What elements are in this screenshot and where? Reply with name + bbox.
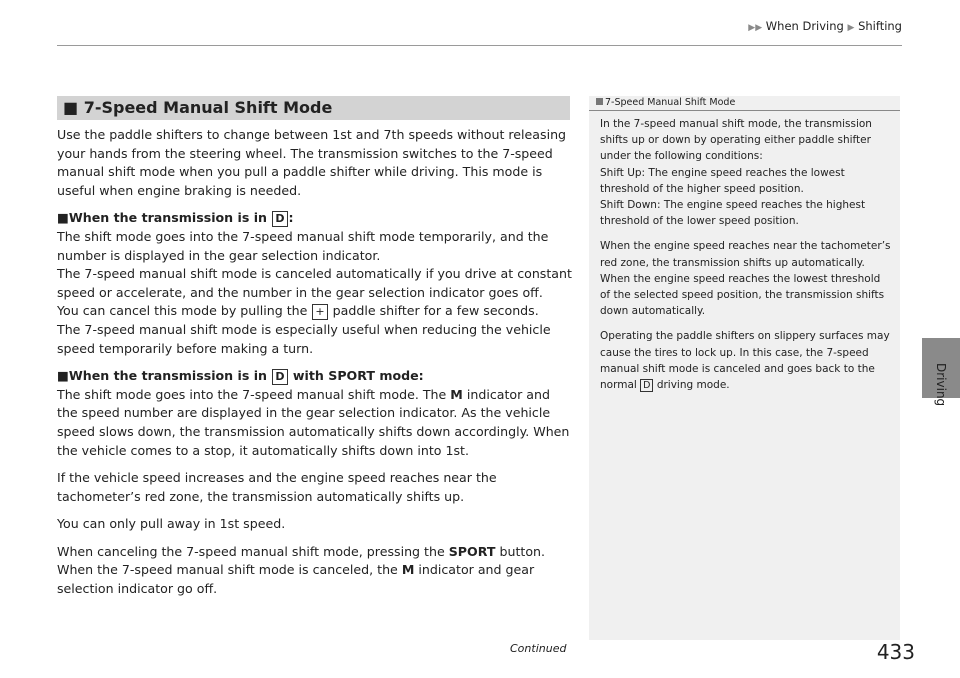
chapter-label-wrap [926, 363, 956, 423]
chapter-label: Driving [934, 363, 948, 407]
header-divider [57, 45, 902, 46]
paragraph [57, 302, 572, 321]
breadcrumb [748, 19, 902, 33]
main-content [57, 126, 572, 599]
reference-icon [596, 98, 603, 105]
continued-label: Continued [510, 642, 567, 655]
side-paragraph [600, 328, 892, 393]
text: paddle shifter for a few seconds. [332, 303, 539, 319]
side-paragraph: In the 7-speed manual shift mode, the transmission shifts up or down by operating either paddle shifter under the following conditions: [600, 118, 872, 163]
d-key-icon: D [272, 211, 287, 227]
d-key-icon: D [640, 379, 653, 392]
intro-paragraph: Use the paddle shifters to change between 1st and 7th speeds without releasing your hands from the steering wheel. The transmission switches to the 7-speed manual shift mode when you pull a paddle shifter while driving. This mode is useful when engine braking is needed. [57, 127, 567, 198]
side-note-title [596, 97, 735, 108]
text: Operating the paddle shifters on slippery surfaces may cause the tires to lock up. In this case, the 7-speed manual shift mode is canceled and goes back to the normal [600, 330, 890, 392]
section-title: 7-Speed Manual Shift Mode [83, 98, 333, 117]
text: button. When the 7-speed manual shift mode is canceled, the [57, 543, 546, 578]
side-paragraph: When the engine speed reaches the lowest threshold of the selected speed position, the transmission shifts down automatically. [600, 272, 885, 318]
subheading-text: When the transmission is in [68, 368, 267, 384]
m-indicator-text: M [450, 386, 463, 402]
paragraph [57, 386, 572, 460]
text: indicator and the speed number are displayed in the gear selection indicator. As the vehicle speed slows down, the transmission automatically shifts down accordingly. When the vehicle comes to a stop, it automatically shifts down into 1st. [57, 386, 570, 458]
breadcrumb-item-2[interactable]: Shifting [858, 19, 902, 33]
breadcrumb-arrow-icon: ▶▶ [748, 23, 763, 33]
page-number: 433 [876, 640, 915, 664]
breadcrumb-item-1[interactable]: When Driving [765, 19, 844, 33]
m-indicator-text: M [401, 562, 415, 578]
side-note-body [600, 116, 892, 393]
paragraph: The shift mode goes into the 7-speed manual shift mode temporarily, and the number is displayed in the gear selection indicator. [57, 228, 549, 263]
d-key-icon: D [272, 369, 287, 385]
side-paragraph: Shift Up: The engine speed reaches the lowest threshold of the higher speed position. [600, 166, 845, 195]
subheading-text: with SPORT mode: [292, 368, 424, 384]
plus-key-icon: + [312, 304, 327, 320]
side-note-title-text: 7-Speed Manual Shift Mode [605, 97, 736, 108]
text: When canceling the 7-speed manual shift mode, pressing the [57, 543, 445, 559]
text: indicator and gear selection indicator go off. [57, 562, 535, 597]
side-note-divider [589, 110, 900, 111]
section-heading [57, 96, 570, 120]
paragraph [57, 543, 572, 599]
subheading-d-sport: ■When the transmission is in D with SPORT mode: [57, 368, 424, 384]
paragraph: You can only pull away in 1st speed. [57, 516, 286, 532]
breadcrumb-arrow-icon: ▶ [847, 23, 855, 33]
subheading-text: When the transmission is in [68, 210, 267, 226]
text: You can cancel this mode by pulling the [57, 303, 308, 319]
paragraph: If the vehicle speed increases and the engine speed reaches near the tachometer’s red zone, the transmission automatically shifts up. [57, 470, 497, 504]
paragraph: The 7-speed manual shift mode is especially useful when reducing the vehicle speed temporarily before making a turn. [57, 321, 551, 356]
text: driving mode. [656, 379, 730, 392]
subheading-d: ■When the transmission is in D : [57, 210, 294, 226]
paragraph: The 7-speed manual shift mode is canceled automatically if you drive at constant speed or accelerate, and the number in the gear selection indicator goes off. [57, 266, 572, 300]
side-note-box [589, 96, 900, 640]
text: The shift mode goes into the 7-speed manual shift mode. The [57, 386, 447, 402]
subheading-colon: : [288, 210, 294, 226]
side-paragraph: When the engine speed reaches near the tachometer’s red zone, the transmission shifts up automatically. [600, 240, 891, 269]
heading-square-icon: ■ [63, 98, 79, 117]
sport-button-text: SPORT [448, 543, 496, 559]
side-paragraph: Shift Down: The engine speed reaches the highest threshold of the lower speed position. [600, 199, 866, 228]
